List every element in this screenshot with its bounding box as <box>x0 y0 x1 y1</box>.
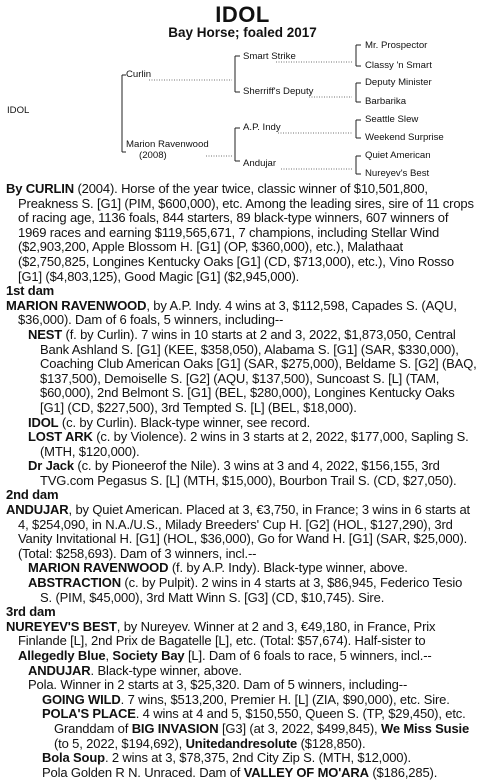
produce-marion: MARION RAVENWOOD (f. by A.P. Indy). Black-type winner, above. <box>28 560 408 576</box>
pedigree-dam-dam: Andujar <box>243 158 277 169</box>
first-dam-paragraph: MARION RAVENWOOD, by A.P. Indy. 4 wins at 3, $112,598, Capades S. (AQU, $36,000). Dam of 6 foals, 5 winners, including-- <box>6 297 457 328</box>
pedigree-ssd: Classy 'n Smart <box>365 60 432 71</box>
pedigree-dss: Seattle Slew <box>365 114 419 125</box>
second-dam-paragraph: ANDUJAR, by Quiet American. Placed at 3, €3,750, in France; 3 wins in 6 starts at 4, $254,090, in N.A./U.S., Milady Breeders' Cup H. [G2] (HOL, $127,290), 3rd Vanity Invitational H. [G1] (HOL, $36,000), Go for Wand H. [G1] (SAR, $25,000). (Total: $258,693). Dam of 3 winners, incl.-- <box>6 502 471 561</box>
pedigree-horse: IDOL <box>7 105 30 116</box>
pedigree-ddd: Nureyev's Best <box>365 168 430 179</box>
produce-dr-jack: Dr Jack (c. by Pioneerof the Nile). 3 wins at 3 and 4, 2022, $156,155, 3rd TVG.com Pegasus S. [L] (MTH, $15,000), Bourbon Trail S. (CD, $27,050). <box>28 458 457 488</box>
pedigree-sire-dam: Sherriff's Deputy <box>243 86 314 97</box>
pedigree-dsd: Weekend Surprise <box>365 132 444 143</box>
pedigree-dam-sire: A.P. Indy <box>243 122 281 133</box>
third-dam-heading: 3rd dam <box>6 604 56 620</box>
produce-pola-golden: Pola Golden R N. Unraced. Dam of VALLEY OF MO'ARA ($186,285). <box>42 764 438 780</box>
page-title: IDOL <box>215 2 270 27</box>
pedigree-dam: Marion Ravenwood <box>126 139 209 150</box>
first-dam-heading: 1st dam <box>6 283 55 299</box>
pedigree-chart <box>0 40 485 183</box>
page-subtitle: Bay Horse; foaled 2017 <box>168 25 317 40</box>
pedigree-sds: Deputy Minister <box>365 77 432 88</box>
pedigree-sire-sire: Smart Strike <box>243 51 296 62</box>
third-dam-paragraph: NUREYEV'S BEST, by Nureyev. Winner at 2 and 3, €49,180, in France, Prix Finlande [L], 2nd Prix de Bagatelle [L], etc. (Total: $57,674). Half-sister to Allegedly Blue, Society Bay [L]. Dam of 6 foals to race, 5 winners, incl.-- <box>6 618 436 663</box>
catalogue-text <box>6 182 477 780</box>
sire-paragraph: By CURLIN (2004). Horse of the year twice, classic winner of $10,501,800, Preakness S. [G1] (PIM, $600,000), etc. Among the leading sires, sire of 11 crops of racing age, 1136 foals, 844 starters, 89 black-type winners, 607 winners of 1969 races and earning $119,565,671, 7 champions, including Stellar Wind ($2,903,200, Apple Blossom H. [G1] (OP, $360,000), etc.), Malathaat ($2,750,825, Longines Kentucky Oaks [G1] (CD, $713,000), etc.), Vino Rosso [G1] ($4,803,125), Good Magic [G1] ($2,945,000). <box>6 181 474 284</box>
sire-lead: By CURLIN <box>6 181 74 196</box>
pedigree-sss: Mr. Prospector <box>365 40 428 51</box>
pedigree-dam-year: (2008) <box>139 150 167 161</box>
produce-andujar: ANDUJAR. Black-type winner, above. <box>28 662 242 678</box>
pedigree-sdd: Barbarika <box>365 96 407 107</box>
pedigree-dds: Quiet American <box>365 150 431 161</box>
produce-polas-place: POLA'S PLACE. 4 wins at 4 and 5, $150,550, Queen S. (TP, $29,450), etc. Granddam of BIG INVASION [G3] (at 3, 2022, $499,845), We Miss Susie (to 5, 2022, $194,692), Unitedandresolute ($128,850). <box>42 706 470 751</box>
produce-going-wild: GOING WILD. 7 wins, $513,200, Premier H. [L] (ZIA, $90,000), etc. Sire. <box>42 691 450 707</box>
produce-pola: Pola. Winner in 2 starts at 3, $25,320. Dam of 5 winners, including-- <box>28 677 408 693</box>
produce-nest: NEST (f. by Curlin). 7 wins in 10 starts at 2 and 3, 2022, $1,873,050, Central Bank Ashland S. [G1] (KEE, $358,050), Alabama S. [G1] (SAR, $330,000), Coaching Club American Oaks [G1] (SAR, $275,000), Beldame S. [G2] (BAQ, $137,500), Demoiselle S. [G2] (AQU, $137,500), Suncoast S. [L] (TAM, $60,000), 2nd Belmont S. [G1] (BEL, $280,000), Longines Kentucky Oaks [G1] (CD, $227,500), 3rd Tempted S. [L] (BEL, $18,000). <box>28 326 477 415</box>
produce-lost-ark: LOST ARK (c. by Violence). 2 wins in 3 starts at 2, 2022, $177,000, Sapling S. (MTH, $120,000). <box>28 429 469 459</box>
pedigree-sire: Curlin <box>126 69 152 80</box>
produce-abstraction: ABSTRACTION (c. by Pulpit). 2 wins in 4 starts at 3, $86,945, Federico Tesio S. (PIM, $45,000), 3rd Matt Winn S. [G3] (CD, $10,745). Sire. <box>28 575 463 605</box>
produce-idol: IDOL (c. by Curlin). Black-type winner, see record. <box>28 414 311 430</box>
produce-bola-soup: Bola Soup. 2 wins at 3, $78,375, 2nd City Zip S. (MTH, $12,000). <box>42 750 412 766</box>
second-dam-heading: 2nd dam <box>6 487 59 503</box>
